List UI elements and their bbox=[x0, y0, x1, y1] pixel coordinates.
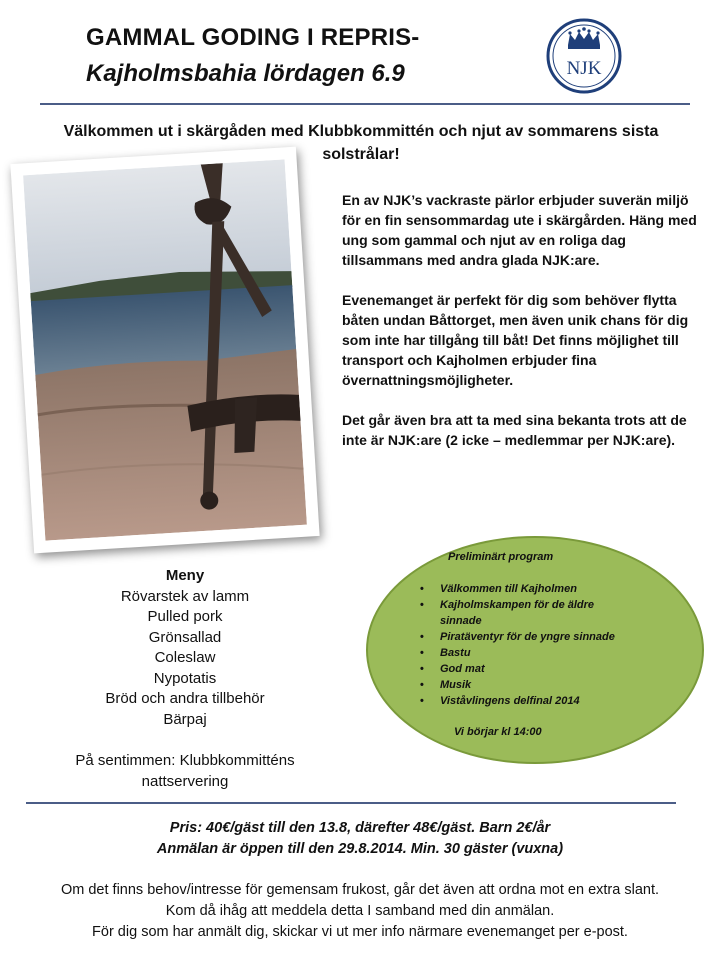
footer-line-2: Kom då ihåg att meddela detta I samband med din anmälan. bbox=[165, 903, 555, 919]
logo-text: NJK bbox=[566, 58, 602, 79]
menu-item: Rövarstek av lamm bbox=[120, 587, 250, 605]
menu-section bbox=[50, 566, 320, 730]
footer-note bbox=[10, 880, 710, 943]
program-item: • Musik bbox=[420, 677, 620, 693]
menu-item: Bröd och andra tillbehör bbox=[105, 690, 265, 707]
menu-item: Grönsallad bbox=[148, 628, 222, 646]
program-list bbox=[420, 581, 620, 709]
menu-item: Bärpaj bbox=[163, 710, 207, 728]
menu-title: Meny bbox=[165, 567, 205, 584]
menu-item: Coleslaw bbox=[154, 649, 216, 666]
event-title: GAMMAL GODING I REPRIS- bbox=[86, 24, 420, 51]
intro-text bbox=[342, 190, 708, 470]
intro-paragraph-2: Evenemanget är perfekt för dig som behöver flytta båten undan Båttorget, men även unik chans för dig som inte har tillgång till båt! Det finns möjlighet till transport och Kajholmen erbjuder fina övernattningsmöjligheter. bbox=[342, 292, 689, 388]
program-item: • Välkommen till Kajholmen bbox=[420, 581, 620, 597]
late-night-line-1: På sentimmen: Klubbkommitténs bbox=[75, 752, 295, 769]
program-item: • Viståvlingens delfinal 2014 bbox=[420, 693, 620, 709]
footer-line-1: Om det finns behov/intresse för gemensam frukost, går det även att ordna mot en extra slant. bbox=[60, 882, 660, 898]
registration-line: Anmälan är öppen till den 29.8.2014. Min. 30 gäster (vuxna) bbox=[156, 841, 564, 857]
intro-paragraph-1: En av NJK’s vackraste pärlor erbjuder suverän miljö för en fin sensommardag ute i skärgården. Häng med ung som gammal och njut av en roliga dag tillsammans med andra glada NJK:are. bbox=[342, 192, 697, 268]
menu-item: Pulled pork bbox=[147, 608, 223, 625]
footer-line-3: För dig som har anmält dig, skickar vi ut mer info närmare evenemanget per e-post. bbox=[92, 924, 628, 940]
welcome-text: Välkommen ut i skärgåden med Klubbkommittén och njut av sommarens sista solstrålar! bbox=[63, 123, 659, 163]
anchor-photo bbox=[10, 147, 319, 554]
event-subtitle: Kajholmsbahia lördagen 6.9 bbox=[86, 60, 405, 87]
program-title: Preliminärt program bbox=[448, 551, 554, 563]
program-start-time: Vi börjar kl 14:00 bbox=[454, 726, 542, 738]
bottom-divider bbox=[26, 802, 676, 804]
program-item: • God mat bbox=[420, 661, 620, 677]
program-item: • Piratäventyr för de yngre sinnade bbox=[420, 629, 620, 645]
menu-list bbox=[50, 587, 320, 731]
late-night-line-2: nattservering bbox=[141, 773, 229, 790]
late-night-note bbox=[50, 750, 320, 792]
menu-item: Nypotatis bbox=[153, 669, 217, 687]
intro-paragraph-3: Det går även bra att ta med sina bekanta trots att de inte är NJK:are (2 icke – medlemmar per NJK:are). bbox=[342, 412, 687, 448]
price-info bbox=[40, 818, 680, 860]
price-line: Pris: 40€/gäst till den 13.8, därefter 48€/gäst. Barn 2€/år bbox=[169, 820, 551, 836]
program-item: • Bastu bbox=[420, 645, 620, 661]
njk-logo bbox=[546, 18, 622, 94]
program-item: • Kajholmskampen för de äldre sinnade bbox=[420, 597, 620, 629]
top-divider bbox=[40, 103, 690, 105]
